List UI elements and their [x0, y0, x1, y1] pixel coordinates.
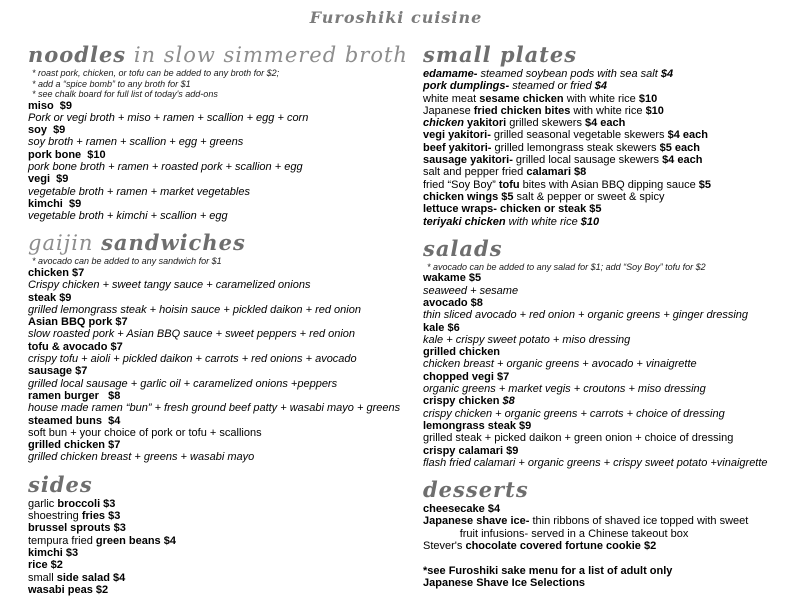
menu-text-segment: grilled chicken breast + greens + wasabi mayo	[28, 451, 255, 464]
menu-text-segment: chicken breast + organic greens + avocado + vinaigrette	[423, 358, 697, 371]
menu-text-segment: grilled local sausage + garlic oil + caramelized onions +peppers	[28, 377, 338, 390]
section-heading-text: sides	[28, 471, 93, 497]
menu-line	[423, 577, 783, 589]
menu-line	[28, 186, 406, 198]
menu-text-segment: $4	[660, 68, 674, 80]
menu-line	[28, 415, 406, 427]
section-heading-text: salads	[423, 235, 503, 261]
menu-line	[423, 346, 783, 358]
menu-line	[423, 383, 783, 395]
menu-text-segment: $10	[645, 104, 664, 117]
menu-text-segment: kale $6	[423, 321, 460, 334]
section-heading-text: noodles	[28, 42, 127, 67]
menu-column-right	[423, 44, 783, 589]
menu-line	[423, 358, 783, 370]
menu-line	[28, 316, 406, 328]
menu-text-segment: kimchi $9	[28, 197, 82, 210]
menu-text-segment: grilled lemongrass steak + hoisin sauce + pickled daikon + red onion	[28, 303, 361, 316]
menu-text-segment: teriyaki chicken	[423, 215, 506, 228]
menu-text-segment: $4 each	[662, 154, 703, 167]
menu-line	[28, 439, 406, 451]
menu-text-segment: soy $9	[28, 124, 66, 137]
menu-text-segment: Crispy chicken + sweet tangy sauce + caramelized onions	[28, 279, 311, 292]
menu-line	[423, 117, 783, 129]
menu-text-segment: house made ramen “bun” + fresh ground beef patty + wasabi mayo + greens	[28, 402, 401, 415]
menu-text-segment: side salad $4	[56, 571, 126, 584]
menu-line	[423, 80, 783, 92]
menu-text-segment: beef yakitori-	[423, 141, 492, 154]
menu-text-segment: broccoli $3	[57, 497, 116, 510]
menu-line	[28, 572, 406, 584]
menu-text-segment: kimchi $3	[28, 546, 79, 559]
section-note: * avocado can be added to any sandwich for $1	[32, 256, 222, 267]
menu-text-segment: shoestring	[28, 510, 82, 523]
menu-line	[423, 515, 783, 527]
menu-line	[423, 179, 783, 191]
menu-text-segment: grilled skewers	[506, 117, 586, 130]
menu-section-gaijin-sandwiches	[28, 232, 406, 463]
menu-text-segment: chicken $7	[28, 266, 85, 279]
menu-line	[423, 272, 783, 284]
menu-column-left	[28, 44, 406, 596]
menu-line	[28, 173, 406, 185]
menu-line	[423, 191, 783, 203]
menu-text-segment: salt and pepper fried	[423, 166, 527, 179]
menu-line	[423, 432, 783, 444]
menu-text-segment: sausage yakitori-	[423, 154, 513, 167]
menu-text-segment: crispy tofu + aioli + pickled daikon + carrots + red onions + avocado	[28, 353, 357, 366]
menu-line	[28, 427, 406, 439]
menu-line	[423, 395, 783, 407]
menu-line	[28, 112, 406, 124]
menu-text-segment: calamari $8	[526, 166, 587, 179]
menu-text-segment: small	[28, 571, 57, 584]
menu-text-segment: tempura fried	[28, 534, 96, 547]
menu-text-segment: cheesecake $4	[423, 503, 501, 516]
menu-line	[423, 420, 783, 432]
menu-line	[28, 559, 406, 571]
section-note: * add a “spice bomb” to any broth for $1	[32, 78, 191, 89]
menu-line	[28, 149, 406, 161]
menu-line	[28, 267, 406, 279]
menu-line	[28, 584, 406, 596]
menu-text-segment: $5	[698, 178, 711, 191]
section-heading-gaijin-sandwiches	[28, 232, 406, 254]
menu-text-segment: Stever's	[423, 540, 466, 552]
menu-line	[423, 203, 783, 215]
menu-line	[423, 371, 783, 383]
menu-text-segment: soy broth + ramen + scallion + egg + greens	[28, 136, 244, 149]
menu-text-segment: pork bone $10	[28, 148, 106, 161]
menu-section-noodles	[28, 44, 406, 222]
menu-text-segment: thin ribbons of shaved ice topped with sweet	[529, 515, 749, 528]
menu-line	[28, 304, 406, 316]
menu-text-segment: grilled steak + picked daikon + green onion + choice of dressing	[423, 432, 734, 445]
menu-text-segment: grilled chicken	[423, 346, 501, 359]
menu-text-segment: organic greens + market vegis + croutons + miso dressing	[423, 383, 706, 396]
section-heading-text: gaijin	[28, 231, 102, 256]
menu-line	[423, 457, 783, 469]
menu-text-segment: $5 each	[659, 141, 700, 154]
menu-text-segment: Pork or vegi broth + miso + ramen + scallion + egg + corn	[28, 111, 309, 124]
menu-line	[423, 408, 783, 420]
menu-text-segment: with white rice	[570, 104, 646, 117]
menu-text-segment: Japanese Shave Ice Selections	[423, 576, 586, 589]
menu-text-segment: vegi yakitori-	[423, 129, 491, 142]
menu-line	[423, 105, 783, 117]
menu-text-segment: $4 each	[585, 117, 626, 130]
menu-text-segment: steamed soybean pods with sea salt	[477, 68, 661, 80]
menu-text-segment: $10	[638, 92, 658, 105]
menu-text-segment: *see Furoshiki sake menu for a list of adult only	[423, 564, 673, 577]
menu-line	[423, 540, 783, 552]
menu-line	[28, 547, 406, 559]
menu-text-segment: bites with Asian BBQ dipping sauce	[519, 178, 699, 191]
menu-text-segment: crispy calamari $9	[423, 444, 519, 457]
menu-line	[423, 129, 783, 141]
section-heading-text: sandwiches	[101, 230, 246, 256]
menu-line	[423, 68, 783, 80]
menu-text-segment: rice $2	[28, 559, 63, 572]
menu-section-small-plates	[423, 44, 783, 228]
menu-text-segment: chicken	[423, 117, 464, 130]
menu-line	[423, 565, 783, 577]
menu-line	[28, 198, 406, 210]
menu-line	[28, 402, 406, 414]
menu-line	[423, 216, 783, 228]
menu-text-segment: tofu	[498, 178, 520, 191]
menu-text-segment: sausage $7	[28, 365, 88, 378]
menu-text-segment: grilled chicken $7	[28, 439, 121, 452]
menu-text-segment: fried chicken bites	[473, 104, 571, 117]
menu-line	[28, 124, 406, 136]
menu-text-segment: crispy chicken + organic greens + carrots + choice of dressing	[423, 407, 725, 420]
menu-line	[423, 285, 783, 297]
menu-text-segment: kale + crispy sweet potato + miso dressing	[423, 333, 631, 346]
menu-text-segment: chocolate covered fortune cookie $2	[465, 540, 657, 552]
menu-text-segment: seaweed + sesame	[423, 284, 519, 297]
menu-text-segment: miso $9	[28, 99, 73, 112]
menu-text-segment: steak $9	[28, 291, 72, 304]
section-heading-small-plates	[423, 44, 783, 66]
menu-text-segment: fruit infusions- served in a Chinese takeout box	[423, 527, 689, 540]
menu-text-segment: pork bone broth + ramen + roasted pork + scallion + egg	[28, 160, 303, 173]
menu-section-desserts	[423, 479, 783, 589]
menu-line	[423, 142, 783, 154]
menu-text-segment: Japanese shave ice-	[423, 515, 530, 528]
menu-line	[28, 292, 406, 304]
menu-text-segment: fries $3	[81, 510, 121, 523]
menu-text-segment: wasabi peas $2	[28, 583, 109, 596]
section-note: * roast pork, chicken, or tofu can be added to any broth for $2;	[32, 68, 280, 78]
menu-line	[28, 353, 406, 365]
menu-text-segment: white meat	[423, 92, 480, 105]
menu-text-segment: Asian BBQ pork $7	[28, 316, 128, 329]
menu-text-segment: green beans $4	[95, 534, 176, 547]
menu-line	[28, 451, 406, 463]
menu-line	[28, 535, 406, 547]
section-heading-text: small plates	[423, 42, 578, 67]
menu-line	[28, 365, 406, 377]
menu-line	[28, 378, 406, 390]
menu-text-segment: steamed or fried	[509, 80, 595, 93]
menu-text-segment: slow roasted pork + Asian BBQ sauce + sweet peppers + red onion	[28, 328, 356, 341]
menu-text-segment: grilled seasonal vegetable skewers	[490, 129, 668, 142]
menu-line	[28, 341, 406, 353]
menu-text-segment: brussel sprouts $3	[28, 522, 126, 535]
menu-line	[28, 161, 406, 173]
menu-line	[28, 390, 406, 402]
menu-text-segment: crispy chicken	[423, 395, 503, 408]
menu-line	[423, 445, 783, 457]
menu-line	[28, 510, 406, 522]
menu-text-segment: $4	[594, 80, 608, 93]
menu-text-segment: wakame $5	[423, 272, 482, 285]
menu-text-segment: chopped vegi $7	[423, 370, 510, 383]
menu-text-segment: lettuce wraps- chicken or steak $5	[423, 203, 602, 216]
page-title: Furoshiki cuisine	[309, 8, 483, 27]
menu-text-segment: garlic	[28, 497, 58, 510]
menu-line	[28, 136, 406, 148]
menu-line	[423, 528, 783, 540]
menu-line	[28, 498, 406, 510]
menu-text-segment: $4 each	[667, 129, 708, 142]
section-heading-desserts	[423, 479, 783, 501]
menu-text-segment: grilled local sausage skewers	[512, 154, 663, 167]
menu-text-segment: vegi $9	[28, 173, 69, 186]
menu-line	[28, 522, 406, 534]
menu-text-segment: edamame-	[423, 68, 478, 80]
menu-text-segment: thin sliced avocado + red onion + organic greens + ginger dressing	[423, 309, 749, 322]
menu-text-segment: $8	[502, 395, 515, 408]
menu-line	[423, 334, 783, 346]
section-note: * avocado can be added to any salad for $1; add “Soy Boy” tofu for $2	[427, 261, 706, 272]
menu-text-segment: grilled lemongrass steak skewers	[491, 141, 660, 154]
section-heading-text: in slow simmered broth	[126, 43, 408, 67]
menu-line	[423, 503, 783, 515]
menu-text-segment: with white rice	[505, 215, 581, 228]
menu-line	[423, 93, 783, 105]
menu-text-segment: with white rice	[563, 92, 639, 105]
menu-text-segment: $10	[580, 215, 600, 228]
menu-line	[423, 166, 783, 178]
menu-text-segment: vegetable broth + ramen + market vegetables	[28, 185, 250, 198]
blank-line	[423, 552, 783, 564]
menu-text-segment: sesame chicken	[479, 92, 564, 105]
menu-text-segment: Japanese	[423, 104, 474, 117]
menu-line	[423, 322, 783, 334]
section-heading-noodles	[28, 44, 406, 66]
menu-text-segment: avocado $8	[423, 296, 483, 309]
menu-text-segment: lemongrass steak $9	[423, 419, 532, 432]
menu-line	[28, 328, 406, 340]
menu-section-salads	[423, 235, 783, 469]
menu-line	[423, 154, 783, 166]
menu-text-segment: pork dumplings-	[423, 80, 510, 93]
section-heading-salads	[423, 235, 783, 261]
menu-text-segment: tofu & avocado $7	[28, 340, 123, 353]
menu-line	[28, 100, 406, 112]
menu-line	[28, 210, 406, 222]
section-heading-sides	[28, 471, 406, 497]
menu-text-segment: steamed buns $4	[28, 414, 121, 427]
menu-line	[28, 279, 406, 291]
menu-text-segment: ramen burger $8	[28, 389, 121, 402]
menu-section-sides	[28, 471, 406, 596]
menu-text-segment: soft bun + your choice of pork or tofu + scallions	[28, 426, 262, 439]
menu-text-segment: chicken wings $5	[423, 190, 514, 203]
menu-text-segment: fried “Soy Boy”	[423, 178, 499, 191]
section-heading-text: desserts	[423, 477, 529, 503]
menu-text-segment: vegetable broth + kimchi + scallion + egg	[28, 210, 228, 223]
section-note: * see chalk board for full list of today's add-ons	[32, 89, 218, 99]
menu-line	[423, 297, 783, 309]
menu-text-segment: yakitori	[463, 117, 507, 130]
menu-line	[423, 309, 783, 321]
menu-text-segment: flash fried calamari + organic greens + crispy sweet potato +vinaigrette	[423, 456, 768, 469]
menu-text-segment: salt & pepper or sweet & spicy	[513, 190, 665, 203]
